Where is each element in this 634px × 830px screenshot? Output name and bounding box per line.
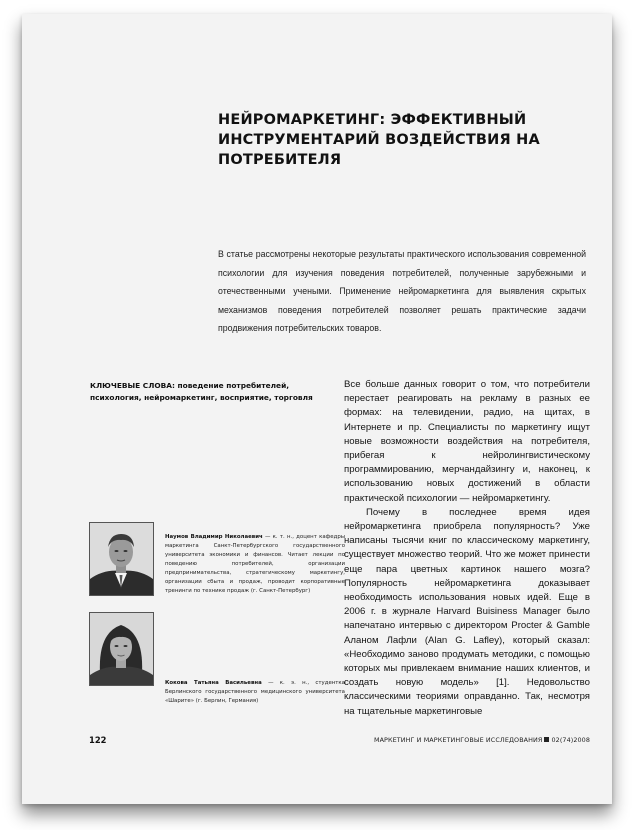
author-bio-kokova	[165, 679, 345, 706]
body-paragraph-1: Все больше данных говорит о том, что потребители перестает реагировать на рекламу в разных ее формах: на телевидении, радио, на щитах, в Интернете и пр. Специалисты по маркетингу ищут новые возможности воздействия на потребителя, прибегая к нейролингвистическому программированию, мерчандайзингу и, наконец, к использованию новых достижений в области практической психологии — нейромаркетингу.	[344, 379, 590, 504]
author-description: — к. т. н., доцент кафедры маркетинга Санкт-Петербургского государственного университета экономики и финансов. Читает лекции по поведению потребителей, организации предпринимательства, стратегическому маркетингу, организации сбыта и продаж, проводит корпоративные тренинги по технике продаж (г. Санкт-Петербург)	[165, 534, 345, 594]
journal-footer	[362, 736, 590, 744]
body-paragraph-2: Почему в последнее время идея нейромаркетинга приобрела популярность? Уже написаны тысячи книг по классическому маркетингу, существует множество теорий. Что же может принести еще пара цветных картинок нашего мозга? Популярность нейромаркетинга доказывает необходимость использования новых идей. Еще в 2006 г. в журнале Harvard Buisiness Manager было напечатано интервью с директором Procter & Gamble Аланом Лафли (Alan G. Lafley), который сказал: «Необходимо заново продумать методики, с помощью которых мы привлекаем внимание наших клиентов, и создать новую модель» [1]. Недовольство классическими теориями оправданно. Так, несмотря на тщательные маркетинговые	[344, 506, 590, 717]
page-number: 122	[89, 735, 107, 745]
author-bio-naumov	[165, 533, 345, 596]
square-bullet-icon	[544, 737, 549, 742]
article-abstract: В статье рассмотрены некоторые результаты практического использования современной психологии для изучения поведения потребителей, полученные зарубежными и отечественными учеными. Применение нейромаркетинга для выявления скрытых механизмов поведения потребителей позволяет решать практические задачи продвижения потребительских товаров.	[218, 249, 586, 334]
author-name: Наумов Владимир Николаевич	[165, 534, 263, 540]
article-body	[344, 378, 590, 719]
article-title: НЕЙРОМАРКЕТИНГ: ЭФФЕКТИВНЫЙ ИНСТРУМЕНТАРИЙ ВОЗДЕЙСТВИЯ НА ПОТРЕБИТЕЛЯ	[218, 112, 540, 168]
journal-issue: 02(74)2008	[551, 736, 590, 744]
author-photo-naumov	[89, 522, 154, 596]
journal-page	[22, 14, 612, 804]
author-name: Кокова Татьяна Васильевна	[165, 680, 262, 686]
author-description: — к. э. н., студентка Берлинского государственного медицинского университета «Шарите» (г. Берлин, Германия)	[165, 680, 345, 704]
journal-name: МАРКЕТИНГ И МАРКЕТИНГОВЫЕ ИССЛЕДОВАНИЯ	[373, 736, 543, 744]
author-photo-kokova	[89, 612, 154, 686]
keywords: КЛЮЧЕВЫЕ СЛОВА: поведение потребителей, психология, нейромаркетинг, восприятие, торговля	[90, 381, 313, 402]
